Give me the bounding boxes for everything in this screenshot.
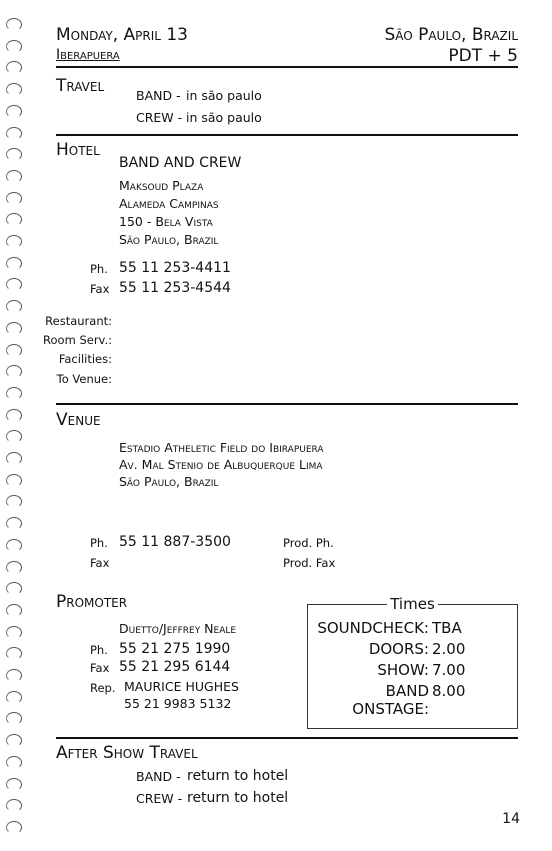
spiral-ring [6,495,22,508]
spiral-ring [6,18,22,31]
hotel-address-2: 150 - Bela Vista [119,214,213,229]
travel-band-value: in são paulo [186,88,262,103]
room-serv-label: Room Serv.: [43,333,112,347]
date-label: Monday, April 13 [56,25,188,45]
spiral-ring [6,148,22,161]
spiral-ring [6,474,22,487]
travel-divider [56,134,518,136]
to-venue-label: To Venue: [56,372,112,386]
promoter-heading: Promoter [56,592,128,612]
times-row-soundcheck [308,619,517,641]
travel-crew-label: CREW - [136,110,183,125]
spiral-ring [6,799,22,812]
hotel-phone: 55 11 253-4411 [119,260,231,276]
facilities-label: Facilities: [58,352,112,366]
spiral-ring [6,213,22,226]
spiral-ring [6,257,22,270]
hotel-fax: 55 11 253-4544 [119,280,231,296]
times-title-text: Times [387,595,438,613]
spiral-ring [6,539,22,552]
times-box [307,595,518,729]
promoter-name: Duetto/Jeffrey Neale [119,621,237,636]
restaurant-label: Restaurant: [45,314,112,328]
venue-phone-label: Ph. [90,536,108,550]
venue-fax-label: Fax [90,556,110,570]
spiral-ring [6,61,22,74]
spiral-ring [6,778,22,791]
spiral-ring [6,235,22,248]
hotel-name: Maksoud Plaza [119,178,204,193]
times-row-band-onstage [308,682,517,718]
prod-ph-label: Prod. Ph. [283,536,334,550]
promoter-phone: 55 21 275 1990 [119,641,231,657]
spiral-ring [6,517,22,530]
spiral-ring [6,192,22,205]
after-show-heading: After Show Travel [56,743,198,763]
venue-heading: Venue [56,410,101,430]
hotel-phone-label: Ph. [90,262,108,276]
promoter-rep-name: MAURICE HUGHES [124,679,239,694]
spiral-ring [6,561,22,574]
band-onstage-label: BAND ONSTAGE: [352,682,429,718]
city-label: São Paulo, Brazil [384,25,518,45]
spiral-ring [6,756,22,769]
band-onstage-value: 8.00 [432,682,466,700]
soundcheck-value: TBA [432,619,462,637]
spiral-ring [6,40,22,53]
page-number: 14 [502,811,520,827]
spiral-ring [6,278,22,291]
spiral-ring [6,669,22,682]
soundcheck-label: SOUNDCHECK: [317,619,429,637]
spiral-ring [6,626,22,639]
venue-name: Estadio Atheletic Field do Ibirapuera [119,440,324,455]
spiral-ring [6,105,22,118]
promoter-phone-label: Ph. [90,643,108,657]
travel-band-label: BAND - [136,88,181,103]
spiral-ring [6,409,22,422]
promoter-rep-phone: 55 21 9983 5132 [124,696,232,711]
venue-address-2: São Paulo, Brazil [119,474,219,489]
spiral-ring [6,365,22,378]
doors-label: DOORS: [368,640,429,658]
spiral-ring [6,344,22,357]
show-label: SHOW: [377,661,429,679]
hotel-divider [56,403,518,405]
promoter-fax-label: Fax [90,661,110,675]
promoter-divider [56,737,518,739]
after-show-crew-value: return to hotel [187,790,289,806]
spiral-ring [6,83,22,96]
promoter-rep-label: Rep. [90,681,116,695]
spiral-ring [6,712,22,725]
after-show-band-label: BAND - [136,769,181,784]
spiral-ring [6,387,22,400]
promoter-fax: 55 21 295 6144 [119,659,231,675]
spiral-ring [6,452,22,465]
times-row-show [308,661,517,683]
travel-crew-value: in são paulo [186,110,262,125]
travel-heading: Travel [56,76,105,96]
spiral-ring [6,582,22,595]
venue-phone: 55 11 887-3500 [119,534,231,550]
timezone-label: PDT + 5 [448,46,518,66]
times-title [308,594,517,613]
spiral-ring [6,734,22,747]
spiral-ring [6,691,22,704]
prod-fax-label: Prod. Fax [283,556,336,570]
spiral-ring [6,127,22,140]
spiral-ring [6,647,22,660]
venue-address-1: Av. Mal Stenio de Albuquerque Lima [119,457,323,472]
spiral-ring [6,322,22,335]
spiral-binding [6,18,24,838]
spiral-ring [6,430,22,443]
spiral-ring [6,300,22,313]
hotel-heading: Hotel [56,140,100,160]
hotel-address-1: Alameda Campinas [119,196,219,211]
after-show-crew-label: CREW - [136,791,183,806]
spiral-ring [6,821,22,834]
times-row-doors [308,640,517,662]
spiral-ring [6,170,22,183]
hotel-fax-label: Fax [90,282,110,296]
hotel-group: BAND AND CREW [119,155,242,171]
spiral-ring [6,604,22,617]
header-divider [56,66,518,68]
after-show-band-value: return to hotel [187,768,289,784]
show-value: 7.00 [432,661,466,679]
venue-short-label: Iberapuera [56,47,120,63]
hotel-address-3: São Paulo, Brazil [119,232,219,247]
doors-value: 2.00 [432,640,466,658]
